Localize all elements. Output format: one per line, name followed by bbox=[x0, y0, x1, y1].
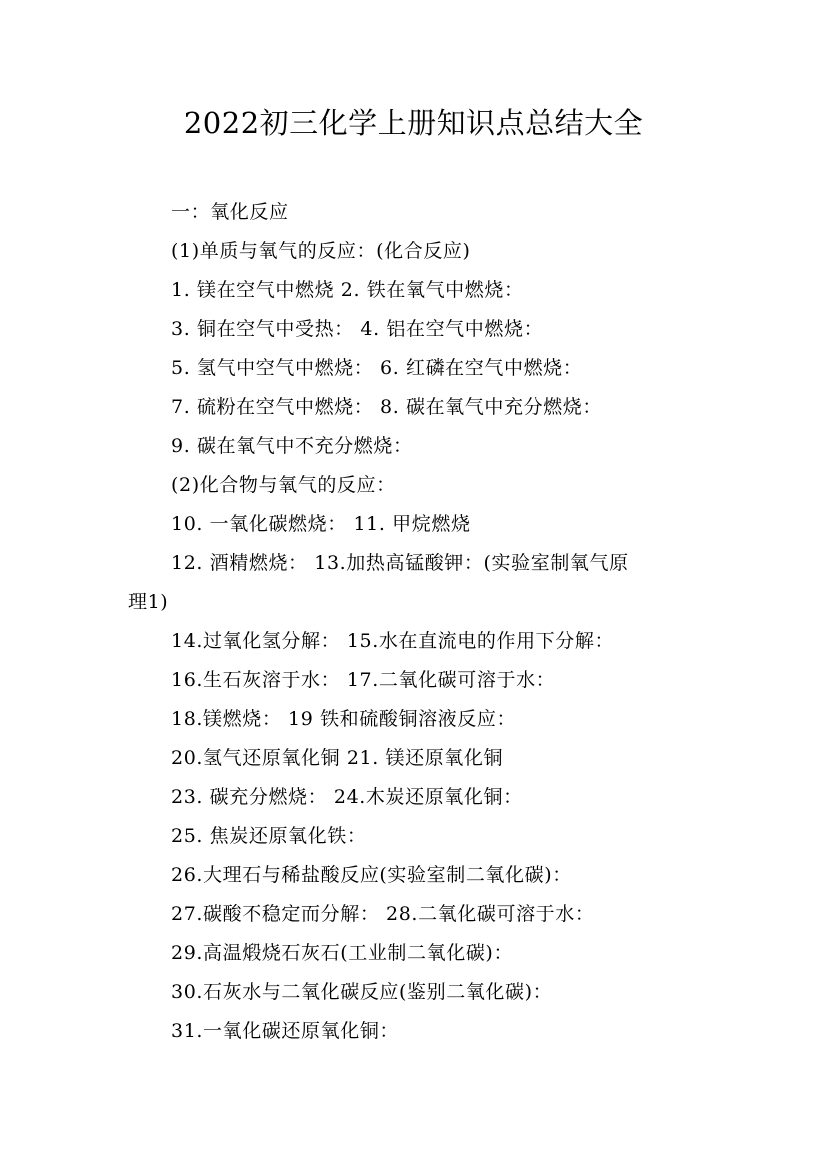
text-line: 31.一氧化碳还原氧化铜： bbox=[171, 1020, 400, 1042]
text-line: 26.大理石与稀盐酸反应(实验室制二氧化碳)： bbox=[171, 864, 572, 886]
text-line: 9. 碳在氧气中不充分燃烧： bbox=[171, 435, 413, 457]
subsection-heading-elements: (1)单质与氧气的反应：(化合反应) bbox=[171, 240, 471, 262]
text-line: 20.氢气还原氧化铜 21. 镁还原氧化铜 bbox=[171, 747, 504, 769]
text-line: 5. 氢气中空气中燃烧： 6. 红磷在空气中燃烧： bbox=[171, 357, 583, 379]
subsection-heading-compounds: (2)化合物与氧气的反应： bbox=[171, 474, 396, 496]
text-line: 25. 焦炭还原氧化铁： bbox=[171, 825, 367, 847]
text-line-continuation: 理1) bbox=[128, 591, 169, 613]
text-line: 18.镁燃烧： 19 铁和硫酸铜溶液反应： bbox=[171, 708, 517, 730]
text-line: 14.过氧化氢分解： 15.水在直流电的作用下分解： bbox=[171, 630, 615, 652]
text-line: 10. 一氧化碳燃烧： 11. 甲烷燃烧 bbox=[171, 513, 471, 535]
text-line: 23. 碳充分燃烧： 24.木炭还原氧化铜： bbox=[171, 786, 523, 808]
text-line: 12. 酒精燃烧： 13.加热高锰酸钾：(实验室制氧气原 bbox=[171, 552, 629, 574]
text-line: 1. 镁在空气中燃烧 2. 铁在氧气中燃烧： bbox=[171, 279, 524, 301]
text-line: 29.高温煅烧石灰石(工业制二氧化碳)： bbox=[171, 942, 514, 964]
section-heading-oxidation: 一：氧化反应 bbox=[171, 201, 289, 223]
document-body bbox=[128, 194, 708, 1052]
text-line: 7. 硫粉在空气中燃烧： 8. 碳在氧气中充分燃烧： bbox=[171, 396, 602, 418]
text-line: 3. 铜在空气中受热： 4. 铝在空气中燃烧： bbox=[171, 318, 544, 340]
document-title: 2022初三化学上册知识点总结大全 bbox=[183, 106, 644, 140]
text-line: 30.石灰水与二氧化碳反应(鉴别二氧化碳)： bbox=[171, 981, 553, 1003]
text-line: 27.碳酸不稳定而分解： 28.二氧化碳可溶于水： bbox=[171, 903, 595, 925]
text-line: 16.生石灰溶于水： 17.二氧化碳可溶于水： bbox=[171, 669, 556, 691]
